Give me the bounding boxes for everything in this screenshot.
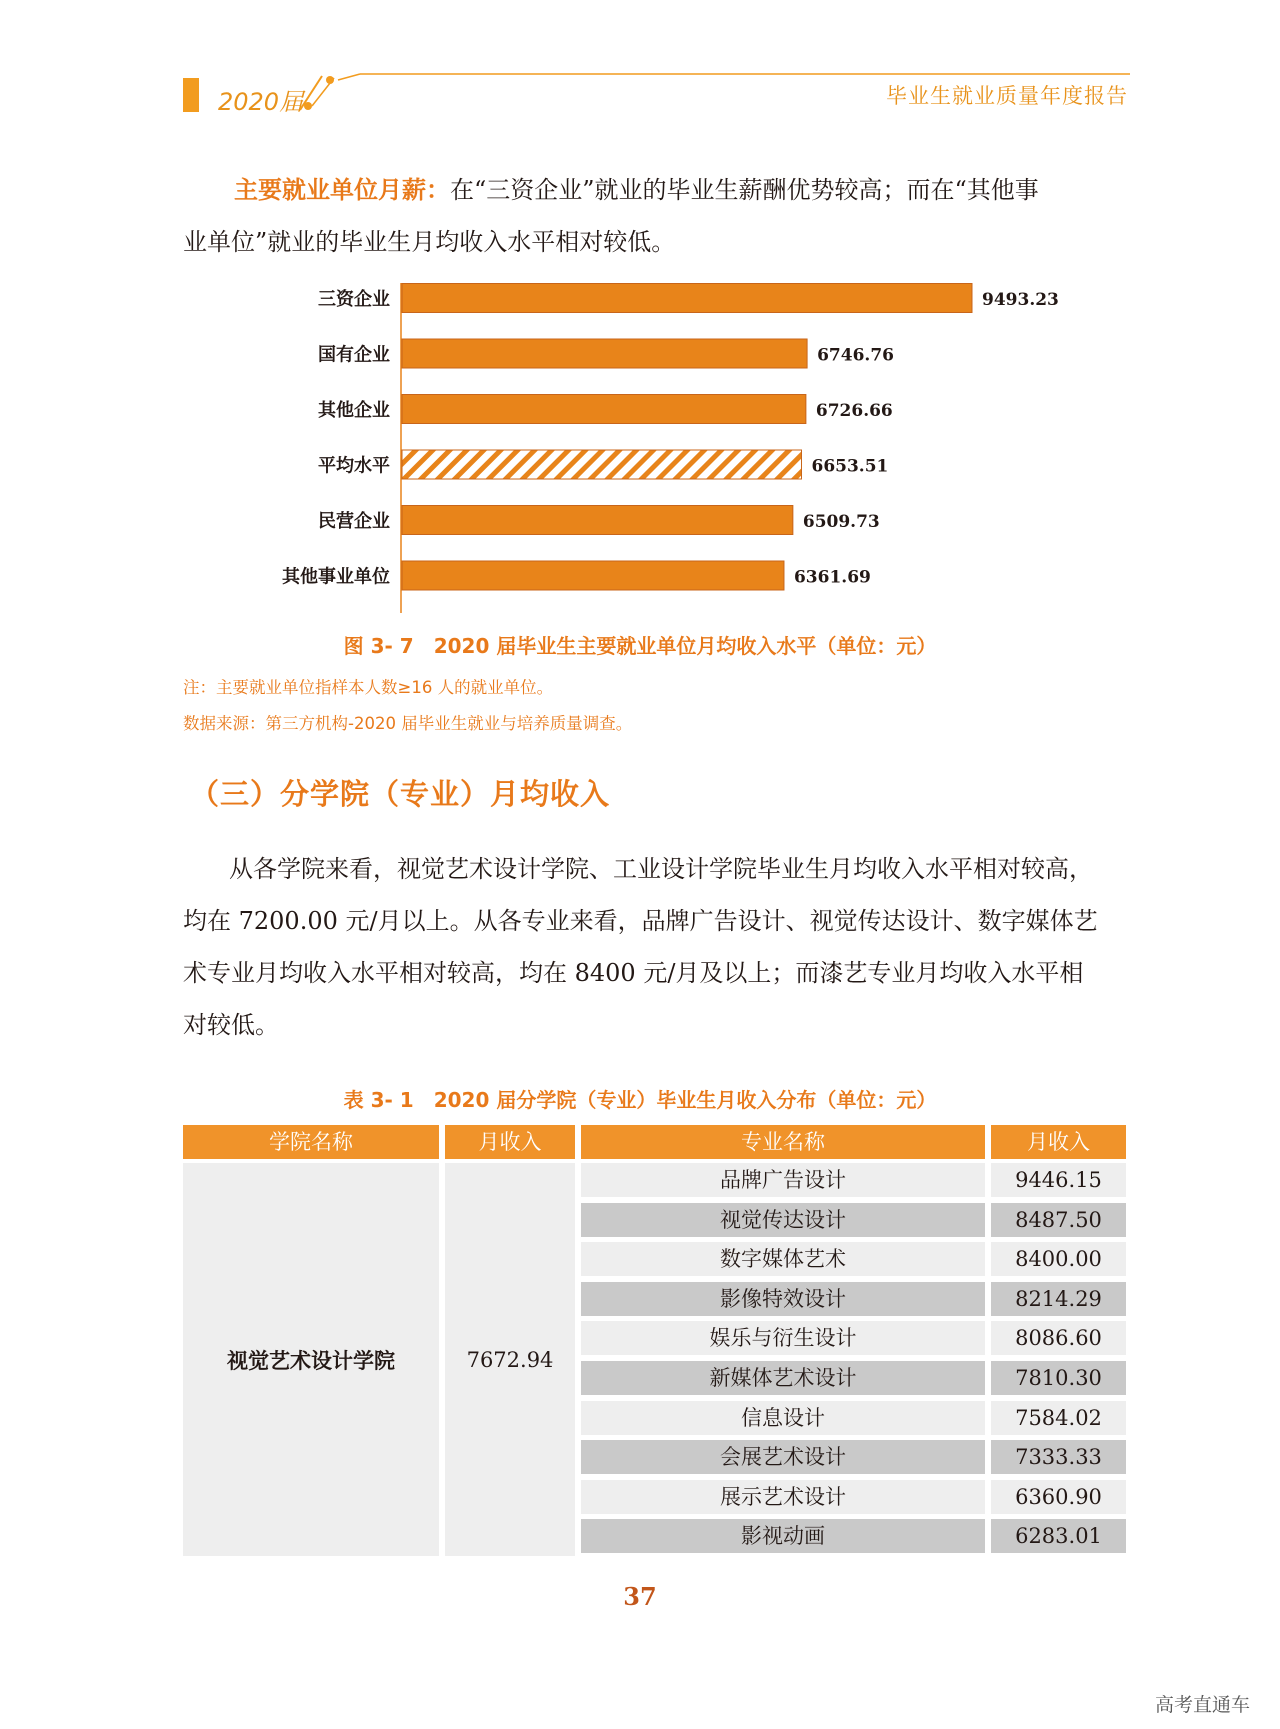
major-income-cell: 6360.90 xyxy=(991,1480,1126,1514)
major-name-cell: 会展艺术设计 xyxy=(581,1440,985,1474)
major-name-cell: 数字媒体艺术 xyxy=(581,1242,985,1276)
bar xyxy=(402,284,972,313)
income-bar-chart xyxy=(240,283,1120,613)
major-income-cell: 7333.33 xyxy=(991,1440,1126,1474)
college-name-cell: 视觉艺术设计学院 xyxy=(183,1163,439,1556)
section-para-line-4: 对较低。 xyxy=(183,1011,279,1039)
header-accent-bar xyxy=(183,78,199,112)
category-label: 民营企业 xyxy=(318,511,390,532)
major-income-cell: 9446.15 xyxy=(991,1163,1126,1197)
major-name-cell: 娱乐与衍生设计 xyxy=(581,1321,985,1355)
bar xyxy=(402,339,807,368)
major-name-cell: 展示艺术设计 xyxy=(581,1480,985,1514)
college-income-cell: 7672.94 xyxy=(445,1163,575,1556)
section-para-line-2: 均在 7200.00 元/月以上。从各专业来看，品牌广告设计、视觉传达设计、数字媒体艺 xyxy=(183,907,1098,935)
income-table xyxy=(183,1125,1126,1555)
category-label: 国有企业 xyxy=(318,344,390,366)
bar-value-label: 6361.69 xyxy=(793,567,871,588)
major-income-cell: 8086.60 xyxy=(991,1321,1126,1355)
intro-line-1 xyxy=(234,164,1039,216)
bar xyxy=(402,561,784,590)
bar-value-label: 6746.76 xyxy=(817,345,894,366)
bar-value-label: 6509.73 xyxy=(802,512,880,532)
major-name-cell: 新媒体艺术设计 xyxy=(581,1361,985,1395)
header-major-income: 月收入 xyxy=(991,1125,1126,1159)
header-major-name: 专业名称 xyxy=(581,1125,985,1159)
major-name-cell: 影像特效设计 xyxy=(581,1282,985,1316)
bar-value-label: 6653.51 xyxy=(811,456,889,477)
major-income-cell: 8487.50 xyxy=(991,1203,1126,1237)
chart-note: 注：主要就业单位指样本人数≥16 人的就业单位。 xyxy=(183,678,554,697)
header-college-income: 月收入 xyxy=(445,1125,575,1159)
major-income-cell: 7584.02 xyxy=(991,1401,1126,1435)
chart-source: 数据来源：第三方机构-2020 届毕业生就业与培养质量调查。 xyxy=(183,714,633,733)
header-year: 2020届 xyxy=(218,88,304,116)
intro-line-2: 业单位”就业的毕业生月均收入水平相对较低。 xyxy=(183,228,676,256)
major-name-cell: 影视动画 xyxy=(581,1519,985,1553)
category-label: 平均水平 xyxy=(318,455,390,477)
major-income-cell: 7810.30 xyxy=(991,1361,1126,1395)
watermark: 高考直通车 xyxy=(1154,1694,1250,1716)
intro-lead: 主要就业单位月薪： xyxy=(234,176,450,204)
section-heading: （三）分学院（专业）月均收入 xyxy=(190,777,611,811)
table-caption: 表 3- 1 2020 届分学院（专业）毕业生月收入分布（单位：元） xyxy=(343,1088,937,1112)
chart-caption: 图 3- 7 2020 届毕业生主要就业单位月均收入水平（单位：元） xyxy=(343,634,937,658)
section-para-line-1: 从各学院来看，视觉艺术设计学院、工业设计学院毕业生月均收入水平相对较高， xyxy=(229,855,1093,883)
bar xyxy=(402,506,793,535)
bar-value-label: 9493.23 xyxy=(982,290,1059,310)
category-label: 三资企业 xyxy=(318,289,390,310)
bar xyxy=(402,450,801,479)
major-income-cell: 6283.01 xyxy=(991,1519,1126,1553)
major-income-cell: 8400.00 xyxy=(991,1242,1126,1276)
major-income-cell: 8214.29 xyxy=(991,1282,1126,1316)
intro-text-1: 在“三资企业”就业的毕业生薪酬优势较高；而在“其他事 xyxy=(450,176,1039,204)
header-title: 毕业生就业质量年度报告 xyxy=(886,84,1128,108)
major-name-cell: 品牌广告设计 xyxy=(581,1163,985,1197)
major-name-cell: 视觉传达设计 xyxy=(581,1203,985,1237)
category-label: 其他事业单位 xyxy=(282,566,390,588)
bar xyxy=(402,395,806,424)
major-name-cell: 信息设计 xyxy=(581,1401,985,1435)
page-number: 37 xyxy=(623,1582,657,1611)
header-college-name: 学院名称 xyxy=(183,1125,439,1159)
section-para-line-3: 术专业月均收入水平相对较高，均在 8400 元/月及以上；而漆艺专业月均收入水平相 xyxy=(183,959,1084,987)
category-label: 其他企业 xyxy=(318,400,390,421)
bar-value-label: 6726.66 xyxy=(815,401,893,421)
